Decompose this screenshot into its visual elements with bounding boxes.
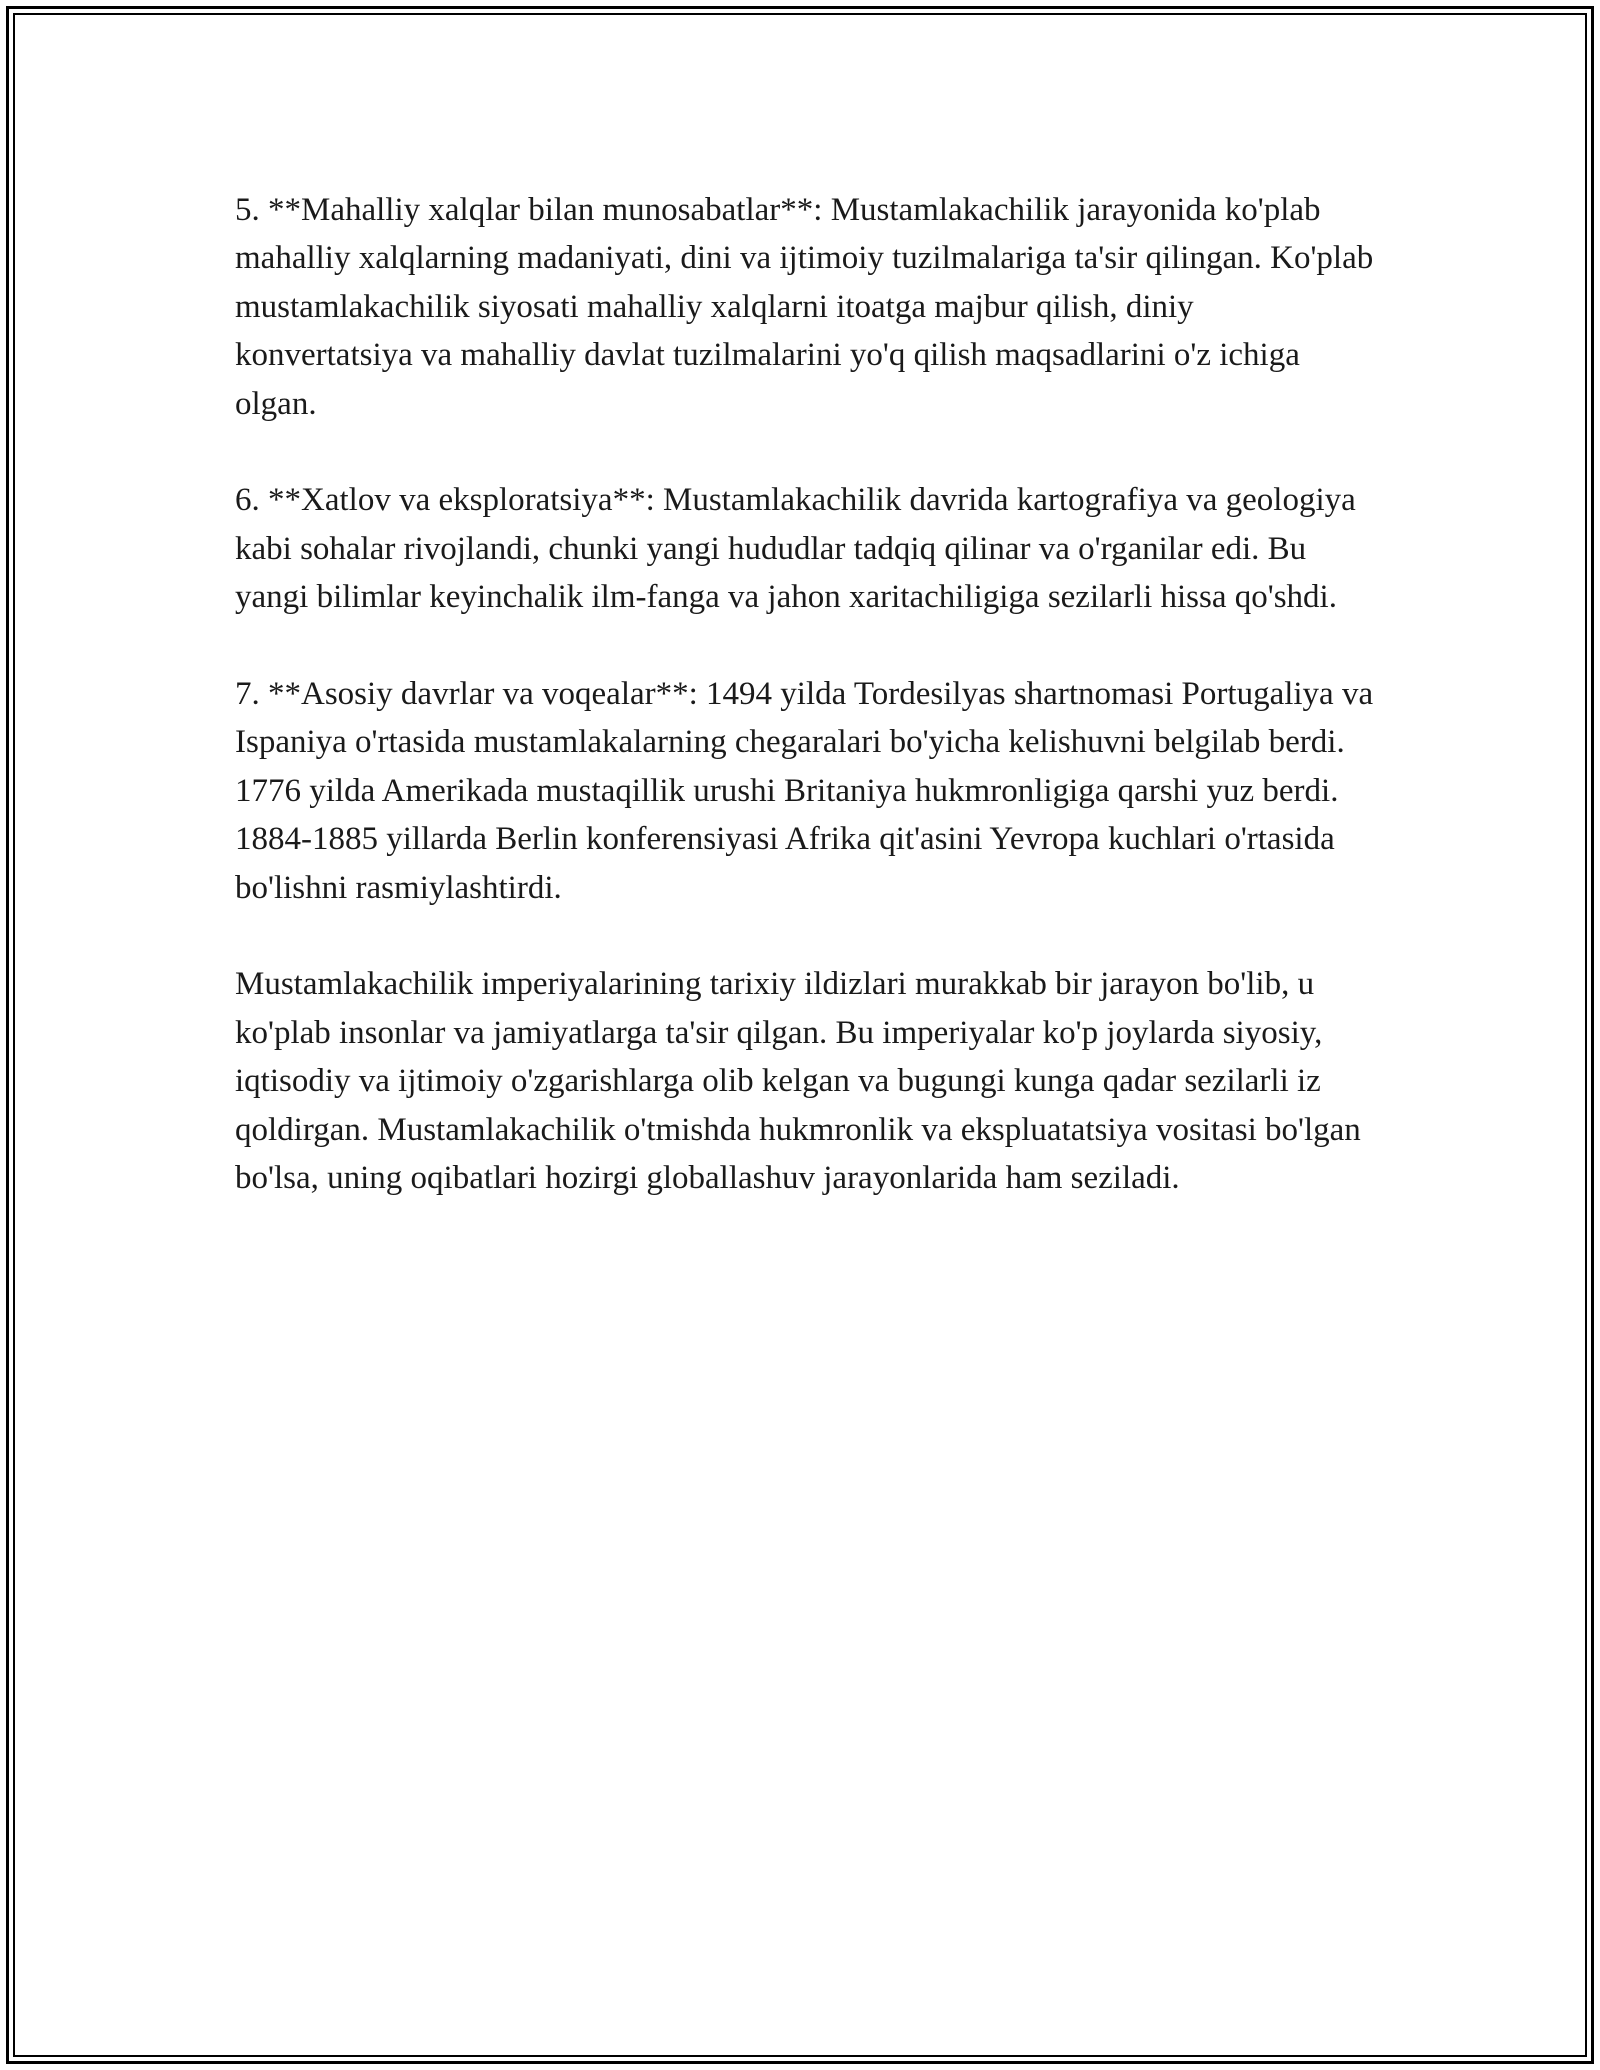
paragraph-key-events: 7. **Asosiy davrlar va voqealar**: 1494 yilda Tordesilyas shartnomasi Portugaliya va Ispaniya o'rtasida mustamlakalarning chegaralari bo'yicha kelishuvni belgilab berdi. 1776 yilda Amerikada mustaqillik urushi Britaniya hukmronligiga qarshi yuz berdi. 1884-1885 yillarda Berlin konferensiyasi Afrika qit'asini Yevropa kuchlari o'rtasida bo'lishni rasmiylashtirdi.	[235, 676, 1374, 906]
paragraph-local-peoples: 5. **Mahalliy xalqlar bilan munosabatlar**: Mustamlakachilik jarayonida ko'plab mahalliy xalqlarning madaniyati, dini va ijtimoiy tuzilmalariga ta'sir qilingan. Ko'plab mustamlakachilik siyosati mahalliy xalqlarni itoatga majbur qilish, diniy konvertatsiya va mahalliy davlat tuzilmalarini yo'q qilish maqsadlarini o'z ichiga olgan.	[235, 192, 1374, 422]
paragraph-conclusion: Mustamlakachilik imperiyalarining tarixiy ildizlari murakkab bir jarayon bo'lib, u ko'plab insonlar va jamiyatlarga ta'sir qilgan. Bu imperiyalar ko'p joylarda siyosiy, iqtisodiy va ijtimoiy o'zgarishlarga olib kelgan va bugungi kunga qadar sezilarli iz qoldirgan. Mustamlakachilik o'tmishda hukmronlik va ekspluatatsiya vositasi bo'lgan bo'lsa, uning oqibatlari hozirgi globallashuv jarayonlarida ham seziladi.	[235, 966, 1361, 1197]
paragraph-exploration: 6. **Xatlov va eksploratsiya**: Mustamlakachilik davrida kartografiya va geologiya kabi sohalar rivojlandi, chunki yangi hududlar tadqiq qilinar va o'rganilar edi. Bu yangi bilimlar keyinchalik ilm-fanga va jahon xaritachiligiga sezilarli hissa qo'shdi.	[235, 482, 1356, 616]
document-body	[235, 186, 1375, 1251]
